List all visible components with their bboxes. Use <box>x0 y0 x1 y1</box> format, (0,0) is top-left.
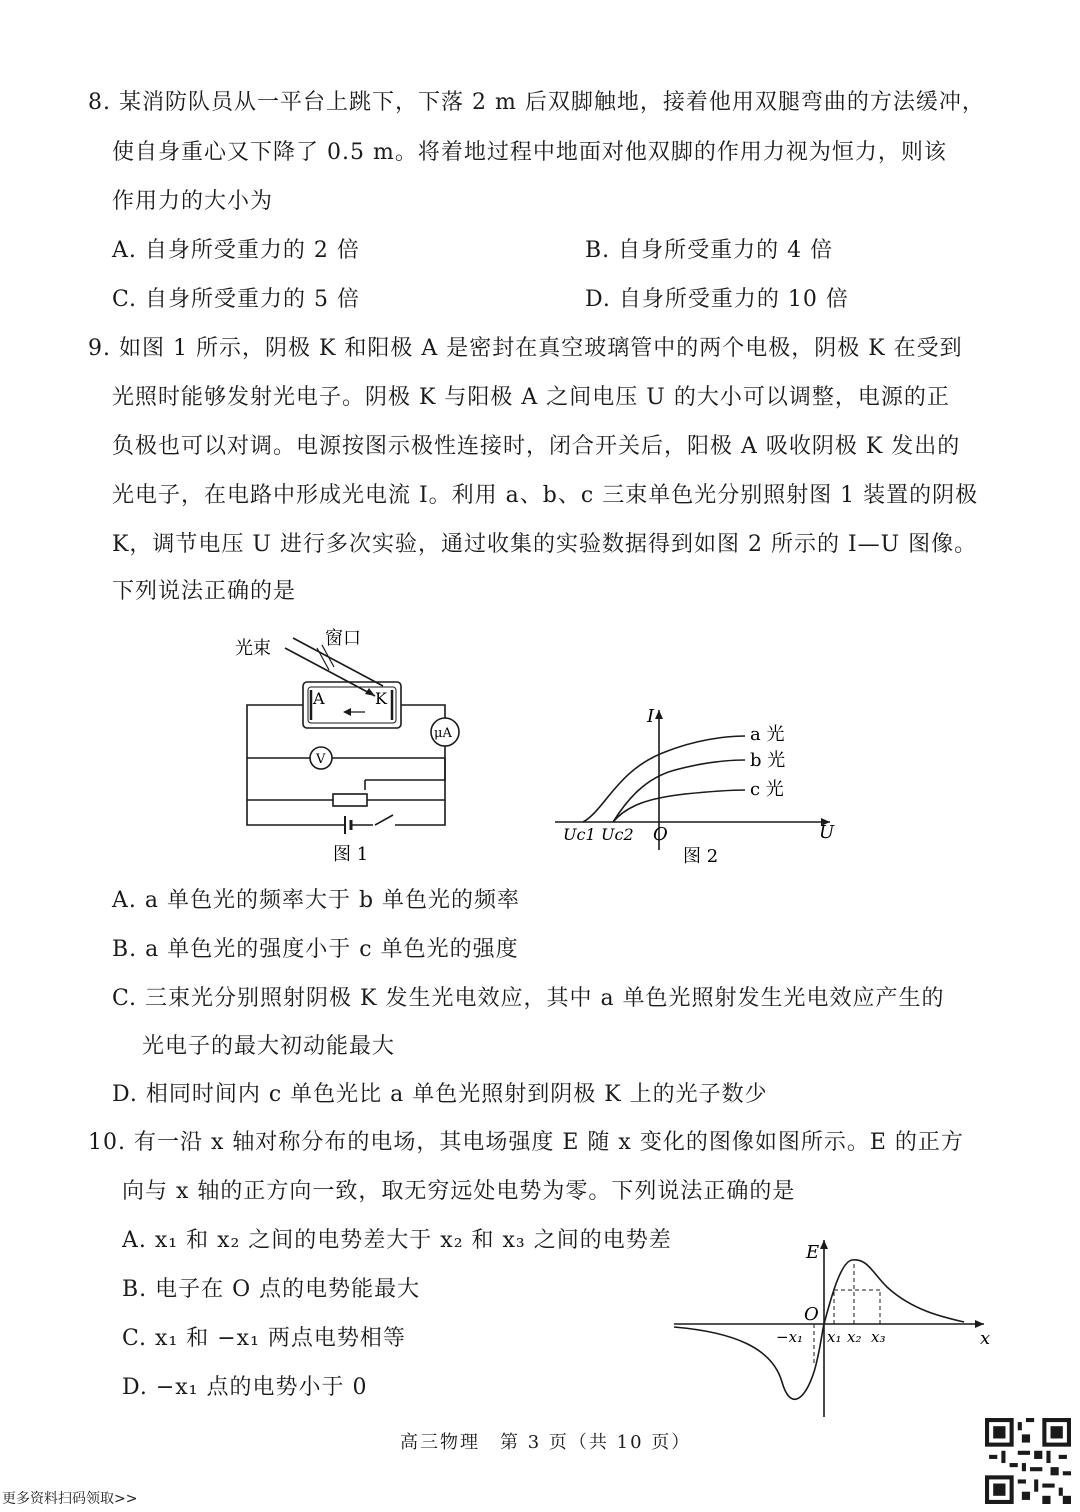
q8-line-1: 8. 某消防队员从一平台上跳下，下落 2 m 后双脚触地，接着他用双腿弯曲的方法缓冲， <box>88 90 985 115</box>
curve-a-label: a 光 <box>750 724 785 745</box>
e-curve <box>674 1260 964 1399</box>
q10-option-d: D. −x₁ 点的电势小于 0 <box>122 1375 368 1400</box>
figure-1-caption: 图 1 <box>333 844 369 865</box>
curve-c-label: c 光 <box>750 779 784 800</box>
origin-o-label: O <box>804 1304 819 1325</box>
microammeter-label: μA <box>434 726 452 741</box>
q9-option-a: A. a 单色光的频率大于 b 单色光的频率 <box>112 888 521 913</box>
cathode-label: K <box>375 689 387 708</box>
u-axis-label: U <box>819 822 835 843</box>
curve-a <box>583 736 745 822</box>
origin-label: O <box>653 824 668 845</box>
curve-b-label: b 光 <box>750 750 786 771</box>
q9-line-6: 下列说法正确的是 <box>112 579 297 604</box>
q8-option-d: D. 自身所受重力的 10 倍 <box>585 287 849 312</box>
e-axis-label: E <box>806 1242 820 1263</box>
q9-option-b: B. a 单色光的强度小于 c 单色光的强度 <box>112 937 519 962</box>
voltmeter-label: V <box>316 752 326 767</box>
x3-label: x₃ <box>871 1328 886 1346</box>
i-axis-label: I <box>647 706 655 727</box>
page-footer: 高三物理 第 3 页（共 10 页） <box>400 1432 692 1453</box>
q9-option-c-line-2: 光电子的最大初动能最大 <box>142 1034 396 1059</box>
light-beam-ray <box>285 648 375 696</box>
q9-option-d: D. 相同时间内 c 单色光比 a 单色光照射到阴极 K 上的光子数少 <box>112 1082 768 1107</box>
q10-option-a: A. x₁ 和 x₂ 之间的电势差大于 x₂ 和 x₃ 之间的电势差 <box>122 1228 672 1253</box>
q9-line-2: 光照时能够发射光电子。阴极 K 与阳极 A 之间电压 U 的大小可以调整，电源的正 <box>112 385 950 410</box>
q9-option-c-line-1: C. 三束光分别照射阴极 K 发生光电效应，其中 a 单色光照射发生光电效应产生的 <box>112 986 945 1011</box>
q10-e-x-graph <box>672 1232 997 1422</box>
figure-2-caption: 图 2 <box>683 846 719 867</box>
beam-label: 光束 <box>235 638 271 659</box>
x1-label: x₁ <box>827 1328 842 1346</box>
x-axis-label: x <box>980 1328 991 1349</box>
q10-option-c: C. x₁ 和 −x₁ 两点电势相等 <box>122 1326 406 1351</box>
rheostat <box>333 794 367 806</box>
q8-line-2: 使自身重心又下降了 0.5 m。将着地过程中地面对他双脚的作用力视为恒力，则该 <box>112 140 947 165</box>
q8-option-b: B. 自身所受重力的 4 倍 <box>585 238 834 263</box>
uc1-label: Uc1 <box>563 825 596 844</box>
q8-option-c: C. 自身所受重力的 5 倍 <box>112 287 361 312</box>
q8-option-a: A. 自身所受重力的 2 倍 <box>112 238 360 263</box>
window-label: 窗口 <box>325 628 361 649</box>
qr-code[interactable] <box>985 1418 1071 1504</box>
q8-line-3: 作用力的大小为 <box>112 189 274 214</box>
q9-line-4: 光电子，在电路中形成光电流 I。利用 a、b、c 三束单色光分别照射图 1 装置的阴极 <box>112 483 979 508</box>
figure-2-iu-graph <box>555 700 845 870</box>
q10-line-1: 10. 有一沿 x 轴对称分布的电场，其电场强度 E 随 x 变化的图像如图所示。E 的正方 <box>88 1130 964 1155</box>
q9-line-3: 负极也可以对调。电源按图示极性连接时，闭合开关后，阳极 A 吸收阴极 K 发出的 <box>112 434 961 459</box>
uc2-label: Uc2 <box>601 825 634 844</box>
anode-label: A <box>313 689 325 708</box>
switch <box>375 815 393 825</box>
more-resources-link[interactable]: 更多资料扫码领取>> <box>2 1491 138 1507</box>
figure-1-circuit <box>225 620 485 870</box>
x2-label: x₂ <box>847 1328 862 1346</box>
q9-line-5: K，调节电压 U 进行多次实验，通过收集的实验数据得到如图 2 所示的 I—U 图像。 <box>112 532 978 557</box>
q10-option-b: B. 电子在 O 点的电势能最大 <box>122 1277 421 1302</box>
q10-line-2: 向与 x 轴的正方向一致，取无穷远处电势为零。下列说法正确的是 <box>122 1179 796 1204</box>
q9-line-1: 9. 如图 1 所示，阴极 K 和阳极 A 是密封在真空玻璃管中的两个电极，阴极 K 在受到 <box>88 336 963 361</box>
neg-x1-label: −x₁ <box>776 1328 804 1346</box>
